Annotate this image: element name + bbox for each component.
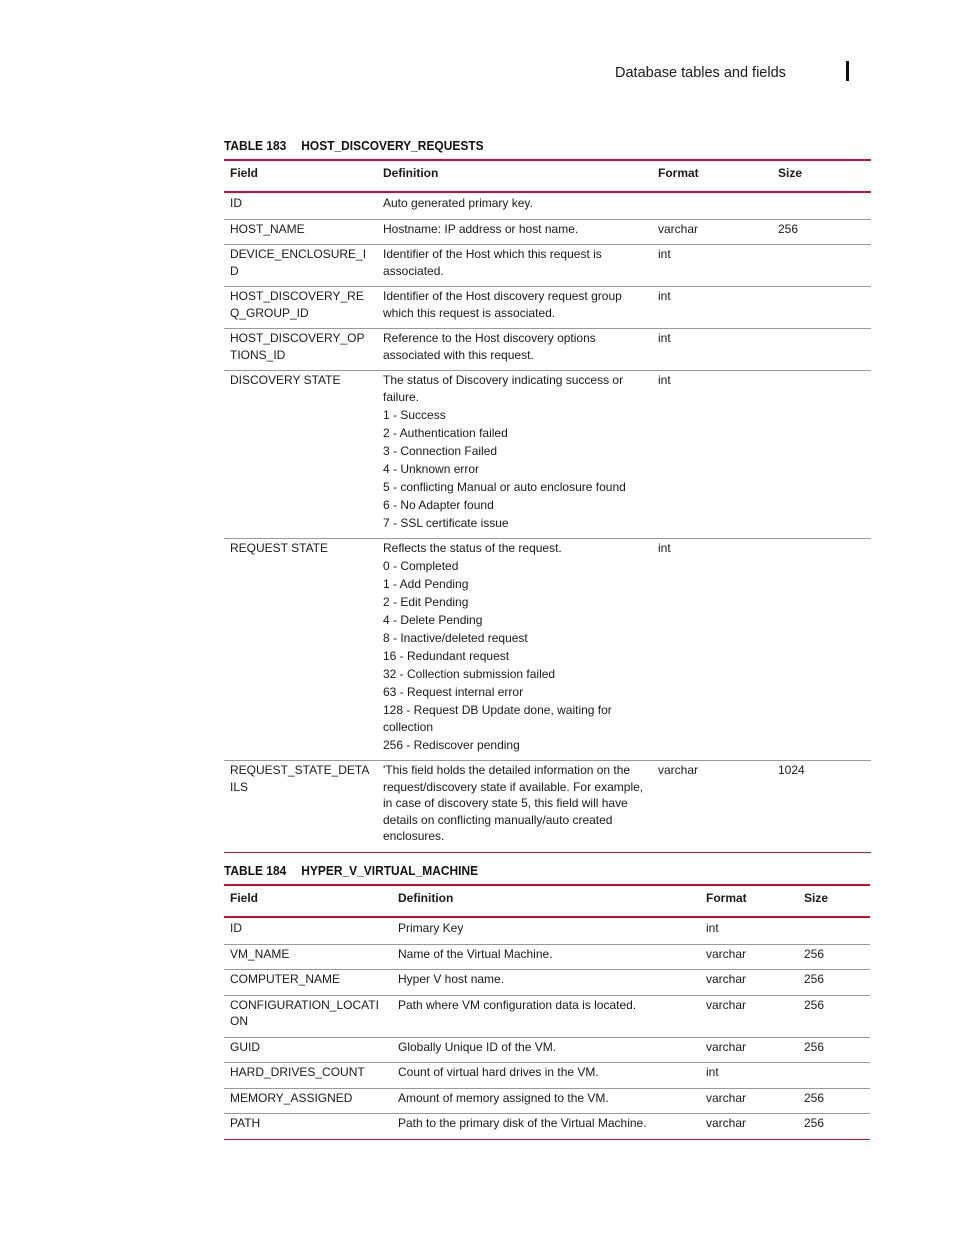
field-cell: HOST_NAME (224, 219, 377, 245)
definition-line: Primary Key (398, 921, 464, 935)
column-header-size: Size (804, 891, 829, 905)
definition-cell (392, 1063, 700, 1089)
format-cell: varchar (652, 219, 772, 245)
definition-cell (377, 219, 652, 245)
definition-cell (392, 1088, 700, 1114)
column-header-definition: Definition (383, 166, 439, 180)
definition-line: Globally Unique ID of the VM. (398, 1039, 557, 1054)
definition-cell (392, 917, 700, 944)
definition-cell (377, 539, 652, 761)
definition-line: 5 - conflicting Manual or auto enclosure found (383, 479, 626, 494)
definition-line: 6 - No Adapter found (383, 497, 494, 512)
table-hyper-v-virtual-machine (224, 884, 870, 1140)
table-row (224, 539, 871, 761)
table-number: TABLE 183 (224, 138, 287, 153)
definition-line: Path where VM configuration data is located. (398, 997, 637, 1012)
format-cell: int (652, 329, 772, 371)
size-cell: 256 (798, 1114, 870, 1140)
definition-line: 4 - Delete Pending (383, 613, 483, 627)
field-cell: VM_NAME (224, 944, 392, 970)
definition-line: Identifier of the Host discovery request group which this request is associated. (383, 289, 622, 320)
field-cell: GUID (224, 1037, 392, 1063)
definition-cell (392, 995, 700, 1037)
size-cell: 1024 (772, 761, 871, 853)
definition-line: Name of the Virtual Machine. (398, 946, 553, 961)
field-cell: HOST_DISCOVERY_REQ_GROUP_ID (224, 287, 377, 329)
table-header-row (224, 885, 870, 917)
definition-cell (377, 245, 652, 287)
definition-line: 1 - Success (383, 407, 446, 422)
definition-line: Path to the primary disk of the Virtual Machine. (398, 1116, 647, 1130)
format-cell (652, 192, 772, 219)
definition-cell (377, 329, 652, 371)
table-number: TABLE 184 (224, 863, 287, 878)
table-host-discovery-requests (224, 159, 871, 853)
section-title: Database tables and fields (615, 65, 786, 81)
definition-line: The status of Discovery indicating success or failure. (383, 373, 624, 404)
table-name: HYPER_V_VIRTUAL_MACHINE (301, 863, 479, 878)
size-cell (772, 539, 871, 761)
definition-line: Identifier of the Host which this request is associated. (383, 247, 602, 278)
table-row (224, 329, 871, 371)
table-row (224, 944, 870, 970)
field-cell: DISCOVERY STATE (224, 371, 377, 539)
definition-line: Count of virtual hard drives in the VM. (398, 1065, 599, 1079)
definition-line: 1 - Add Pending (383, 577, 469, 591)
definition-line: Amount of memory assigned to the VM. (398, 1090, 609, 1105)
table-row (224, 219, 871, 245)
size-cell (798, 1063, 870, 1089)
format-cell: int (652, 371, 772, 539)
format-cell: int (700, 1063, 798, 1089)
field-cell: REQUEST_STATE_DETAILS (224, 761, 377, 853)
field-cell: COMPUTER_NAME (224, 970, 392, 996)
format-cell: varchar (700, 944, 798, 970)
definition-cell (392, 1114, 700, 1140)
size-cell: 256 (798, 970, 870, 996)
table-row (224, 1037, 870, 1063)
table-183-caption (224, 138, 484, 153)
size-cell (772, 245, 871, 287)
definition-line: Reference to the Host discovery options associated with this request. (383, 331, 596, 362)
format-cell: int (652, 287, 772, 329)
size-cell (798, 917, 870, 944)
size-cell: 256 (798, 1037, 870, 1063)
format-cell: varchar (700, 1114, 798, 1140)
definition-cell (392, 944, 700, 970)
definition-line: 8 - Inactive/deleted request (383, 631, 528, 645)
size-cell: 256 (772, 219, 871, 245)
table-row (224, 1088, 870, 1114)
size-cell: 256 (798, 1088, 870, 1114)
column-header-definition: Definition (398, 891, 454, 905)
table-row (224, 1114, 870, 1140)
field-cell: ID (224, 917, 392, 944)
definition-cell (377, 192, 652, 219)
table-row (224, 995, 870, 1037)
table-row (224, 761, 871, 853)
definition-cell (377, 287, 652, 329)
field-cell: CONFIGURATION_LOCATION (224, 995, 392, 1037)
table-row (224, 970, 870, 996)
column-header-format: Format (706, 891, 747, 905)
definition-line: 7 - SSL certificate issue (383, 515, 509, 530)
section-marker-bar (846, 61, 849, 81)
definition-line: 'This field holds the detailed information on the request/discovery state if available. For example, in case of discovery state 5, this field will have details on conflicting manually/auto created enclosures. (383, 763, 644, 843)
definition-cell (392, 970, 700, 996)
size-cell: 256 (798, 995, 870, 1037)
definition-line: 4 - Unknown error (383, 461, 480, 476)
column-header-field: Field (230, 891, 259, 905)
format-cell: varchar (700, 970, 798, 996)
definition-line: 256 - Rediscover pending (383, 737, 520, 752)
column-header-format: Format (658, 166, 699, 180)
field-cell: REQUEST STATE (224, 539, 377, 761)
definition-line: Auto generated primary key. (383, 196, 533, 210)
format-cell: varchar (652, 761, 772, 853)
size-cell: 256 (798, 944, 870, 970)
definition-cell (392, 1037, 700, 1063)
format-cell: varchar (700, 1037, 798, 1063)
table-row (224, 245, 871, 287)
definition-line: Hostname: IP address or host name. (383, 221, 579, 236)
field-cell: DEVICE_ENCLOSURE_ID (224, 245, 377, 287)
definition-line: Hyper V host name. (398, 972, 505, 986)
size-cell (772, 329, 871, 371)
size-cell (772, 192, 871, 219)
format-cell: int (700, 917, 798, 944)
table-184-caption (224, 863, 478, 878)
definition-line: 63 - Request internal error (383, 685, 524, 699)
definition-cell (377, 371, 652, 539)
table-name: HOST_DISCOVERY_REQUESTS (301, 138, 484, 153)
definition-line: 32 - Collection submission failed (383, 667, 556, 681)
definition-line: 16 - Redundant request (383, 649, 510, 663)
field-cell: ID (224, 192, 377, 219)
column-header-size: Size (778, 166, 803, 180)
table-row (224, 917, 870, 944)
size-cell (772, 371, 871, 539)
table-row (224, 1063, 870, 1089)
table-header-row (224, 160, 871, 192)
format-cell: varchar (700, 995, 798, 1037)
field-cell: PATH (224, 1114, 392, 1140)
format-cell: int (652, 245, 772, 287)
format-cell: int (652, 539, 772, 761)
size-cell (772, 287, 871, 329)
definition-line: 2 - Edit Pending (383, 595, 469, 609)
definition-cell (377, 761, 652, 853)
field-cell: MEMORY_ASSIGNED (224, 1088, 392, 1114)
format-cell: varchar (700, 1088, 798, 1114)
definition-line: 128 - Request DB Update done, waiting for collection (383, 703, 612, 734)
field-cell: HOST_DISCOVERY_OPTIONS_ID (224, 329, 377, 371)
definition-line: 3 - Connection Failed (383, 443, 498, 458)
definition-line: 2 - Authentication failed (383, 425, 508, 440)
column-header-field: Field (230, 166, 259, 180)
definition-line: Reflects the status of the request. (383, 541, 562, 555)
definition-line: 0 - Completed (383, 559, 459, 573)
table-row (224, 287, 871, 329)
table-row (224, 371, 871, 539)
field-cell: HARD_DRIVES_COUNT (224, 1063, 392, 1089)
table-row (224, 192, 871, 219)
